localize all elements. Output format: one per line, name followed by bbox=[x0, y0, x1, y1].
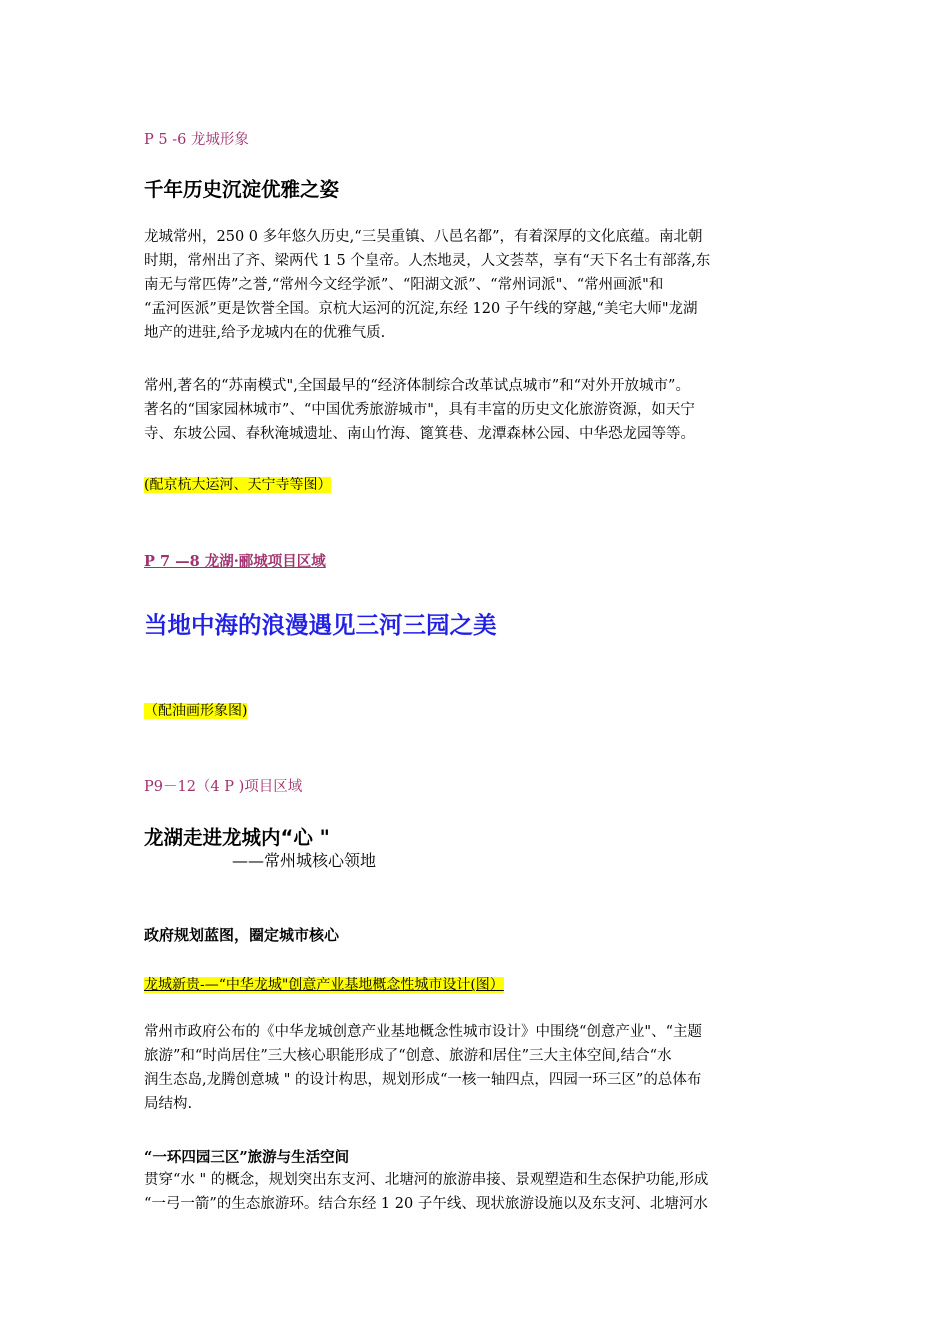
section-title: 当地中海的浪漫遇见三河三园之美 bbox=[144, 611, 497, 639]
highlighted-note: 龙城新贵-—“中华龙城"创意产业基地概念性城市设计(图） bbox=[144, 977, 504, 993]
paragraph-line: 贯穿“水 " 的概念，规划突出东支河、北塘河的旅游串接、景观塑造和生态保护功能,形成 bbox=[144, 1172, 709, 1188]
section-title: 龙湖走进龙城内“心 " bbox=[144, 826, 330, 849]
paragraph-line: 旅游”和“时尚居住”三大核心职能形成了“创意、旅游和居住”三大主体空间,结合“水 bbox=[144, 1048, 672, 1064]
paragraph-line: “一弓一箭”的生态旅游环。结合东经 1 20 子午线、现状旅游设施以及东支河、北塘河水 bbox=[144, 1196, 708, 1212]
section-title: 千年历史沉淀优雅之姿 bbox=[144, 178, 340, 201]
section-subtitle: ——常州城核心领地 bbox=[232, 851, 377, 870]
image-note bbox=[144, 700, 247, 720]
paragraph-line: 时期，常州出了齐、梁两代 1 5 个皇帝。人杰地灵，人文荟萃，享有“天下名士有部落,东 bbox=[144, 253, 711, 269]
paragraph-line: “孟河医派”更是饮誉全国。京杭大运河的沉淀,东经 120 子午线的穿越,“美宅大师"龙湖 bbox=[144, 301, 698, 317]
paragraph-line: 著名的“国家园林城市”、“中国优秀旅游城市"，具有丰富的历史文化旅游资源，如天宁 bbox=[144, 402, 695, 418]
paragraph-line: 常州市政府公布的《中华龙城创意产业基地概念性城市设计》中围绕“创意产业"、“主题 bbox=[144, 1024, 702, 1040]
paragraph-line: 南无与常匹俦”之誉,“常州今文经学派”、“阳湖文派”、“常州词派"、“常州画派"和 bbox=[144, 277, 664, 293]
paragraph bbox=[144, 1020, 816, 1116]
subsection-heading: “一环四园三区”旅游与生活空间 bbox=[144, 1149, 350, 1166]
paragraph bbox=[144, 1168, 816, 1216]
image-note bbox=[144, 474, 331, 494]
section-page-label: P9－12（4 P )项目区域 bbox=[144, 779, 303, 795]
paragraph-line: 常州,著名的“苏南模式",全国最早的“经济体制综合改革试点城市”和“对外开放城市”。 bbox=[144, 378, 690, 394]
paragraph-line: 寺、东坡公园、春秋淹城遗址、南山竹海、篦箕巷、龙潭森林公园、中华恐龙园等等。 bbox=[144, 426, 695, 442]
paragraph-line: 地产的进驻,给予龙城内在的优雅气质. bbox=[144, 325, 386, 341]
paragraph bbox=[144, 225, 816, 345]
subsection-heading: 政府规划蓝图，圈定城市核心 bbox=[144, 926, 340, 944]
paragraph-line: 龙城常州，250 0 多年悠久历史,“三吴重镇、八邑名都”，有着深厚的文化底蕴。南北朝 bbox=[144, 229, 703, 245]
highlighted-note: (配京杭大运河、天宁寺等图） bbox=[144, 477, 332, 493]
highlighted-note: （配油画形象图) bbox=[144, 703, 248, 719]
paragraph-line: 润生态岛,龙腾创意城 " 的设计构思，规划形成“一核一轴四点，四园一环三区”的总体布 bbox=[144, 1072, 702, 1088]
section-page-label: P 7 —8 龙湖·郦城项目区域 bbox=[144, 553, 326, 570]
section-page-label: P 5 -6 龙城形象 bbox=[144, 132, 249, 148]
paragraph bbox=[144, 374, 816, 446]
paragraph-line: 局结构. bbox=[144, 1096, 193, 1112]
highlighted-caption bbox=[144, 974, 504, 994]
